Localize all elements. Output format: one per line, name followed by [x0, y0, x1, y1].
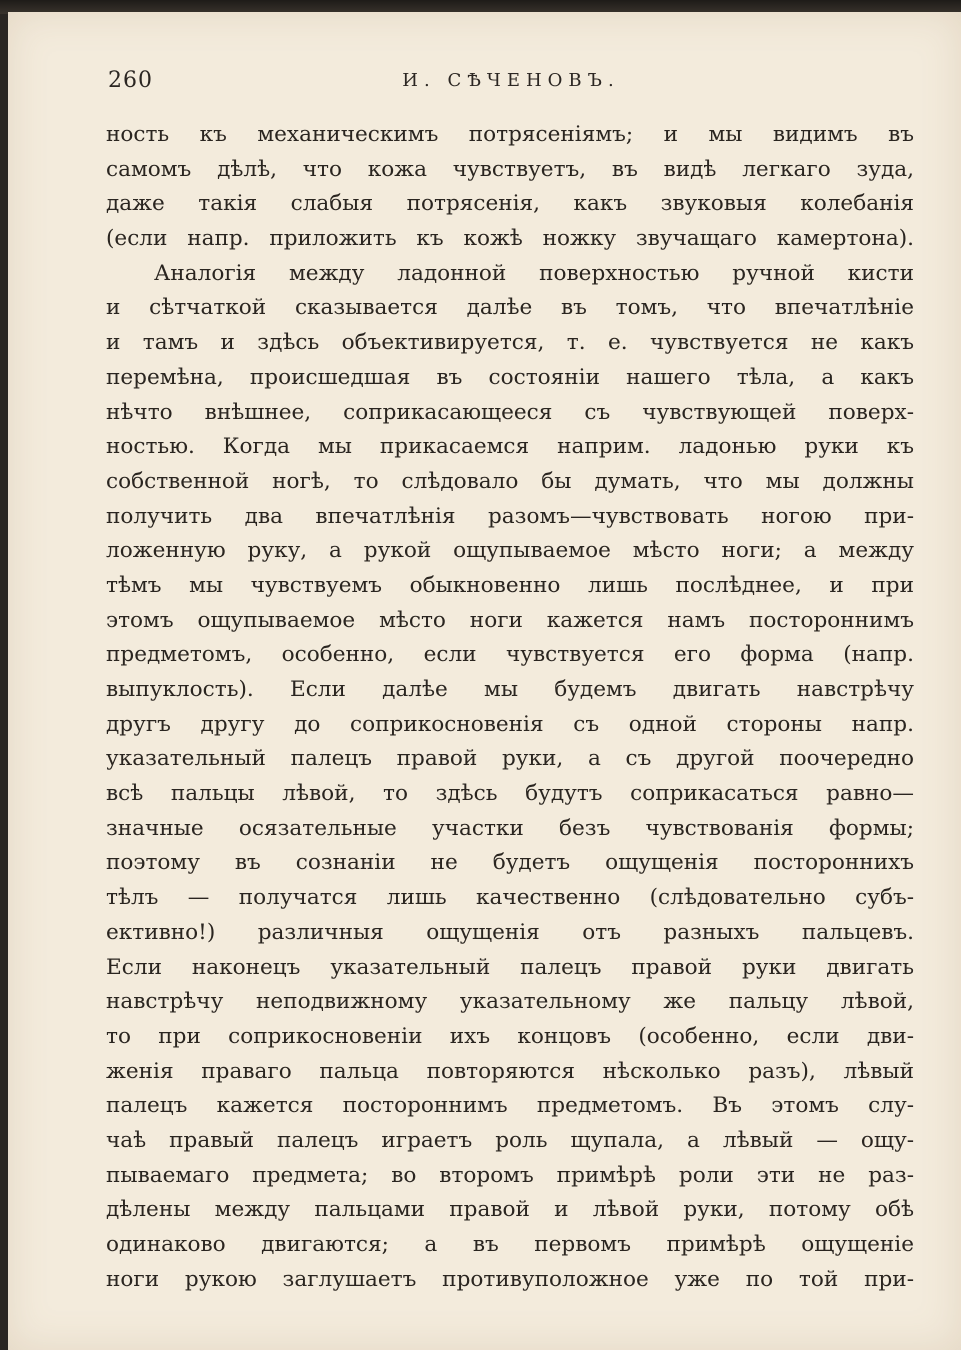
- text-line: женія праваго пальца повторяются нѣсколько разъ), лѣвый: [106, 1058, 914, 1084]
- text-line: палецъ кажется постороннимъ предметомъ. Въ этомъ слу-: [106, 1093, 914, 1119]
- text-line: и тамъ и здѣсь объективируется, т. е. чувствуется не какъ: [106, 330, 914, 356]
- text-line: тѣлъ — получатся лишь качественно (слѣдовательно субъ-: [106, 885, 914, 911]
- text-line: получить два впечатлѣнія разомъ—чувствовать ногою при-: [106, 503, 914, 529]
- text-line: собственной ногѣ, то слѣдовало бы думать, что мы должны: [106, 468, 914, 494]
- paragraph-start-line: Аналогія между ладонной поверхностью ручной кисти: [154, 260, 914, 286]
- text-line: навстрѣчу неподвижному указательному же пальцу лѣвой,: [106, 989, 914, 1015]
- text-line: самомъ дѣлѣ, что кожа чувствуетъ, въ видѣ легкаго зуда,: [106, 156, 914, 182]
- text-line: Если наконецъ указательный палецъ правой руки двигать: [106, 954, 914, 980]
- text-line: и сѣтчаткой сказывается далѣе въ томъ, что впечатлѣніе: [106, 295, 914, 321]
- text-line: предметомъ, особенно, если чувствуется его форма (напр.: [106, 642, 914, 668]
- text-line: (если напр. приложить къ кожѣ ножку звучащаго камертона).: [106, 226, 914, 252]
- text-line: ноги рукою заглушаетъ противуположное уже по той при-: [106, 1266, 914, 1292]
- text-line: дѣлены между пальцами правой и лѣвой руки, потому обѣ: [106, 1197, 914, 1223]
- text-line: тѣмъ мы чувствуемъ обыкновенно лишь послѣднее, и при: [106, 572, 914, 598]
- text-line: то при соприкосновеніи ихъ концовъ (особенно, если дви-: [106, 1023, 914, 1049]
- text-line: этомъ ощупываемое мѣсто ноги кажется намъ постороннимъ: [106, 607, 914, 633]
- text-line: значные осязательные участки безъ чувствованія формы;: [106, 815, 914, 841]
- page-number: 260: [108, 68, 153, 93]
- text-line: ложенную руку, а рукой ощупываемое мѣсто ноги; а между: [106, 538, 914, 564]
- body-text: [106, 118, 914, 1297]
- text-line: поэтому въ сознаніи не будетъ ощущенія постороннихъ: [106, 850, 914, 876]
- text-line: ность къ механическимъ потрясеніямъ; и мы видимъ въ: [106, 122, 914, 147]
- text-line: пываемаго предмета; во второмъ примѣрѣ роли эти не раз-: [106, 1162, 914, 1188]
- text-line: одинаково двигаются; а въ первомъ примѣрѣ ощущеніе: [106, 1232, 914, 1257]
- text-line: перемѣна, происшедшая въ состояніи нашего тѣла, а какъ: [106, 364, 914, 390]
- running-title: И. СѢЧЕНОВЪ.: [402, 70, 620, 91]
- page-header: [108, 68, 914, 98]
- text-line: всѣ пальцы лѣвой, то здѣсь будутъ соприкасаться равно—: [106, 781, 914, 807]
- text-line: нѣчто внѣшнее, соприкасающееся съ чувствующей поверх-: [106, 399, 914, 425]
- text-line: другъ другу до соприкосновенія съ одной стороны напр.: [106, 711, 914, 737]
- text-line: указательный палецъ правой руки, а съ другой поочередно: [106, 746, 914, 772]
- text-line: чаѣ правый палецъ играетъ роль щупала, а лѣвый — ощу-: [106, 1127, 914, 1153]
- text-line: ективно!) различныя ощущенія отъ разныхъ пальцевъ.: [106, 919, 914, 945]
- text-line: ностью. Когда мы прикасаемся наприм. ладонью руки къ: [106, 434, 914, 460]
- text-line: даже такія слабыя потрясенія, какъ звуковыя колебанія: [106, 191, 914, 217]
- text-line: выпуклость). Если далѣе мы будемъ двигать навстрѣчу: [106, 677, 914, 702]
